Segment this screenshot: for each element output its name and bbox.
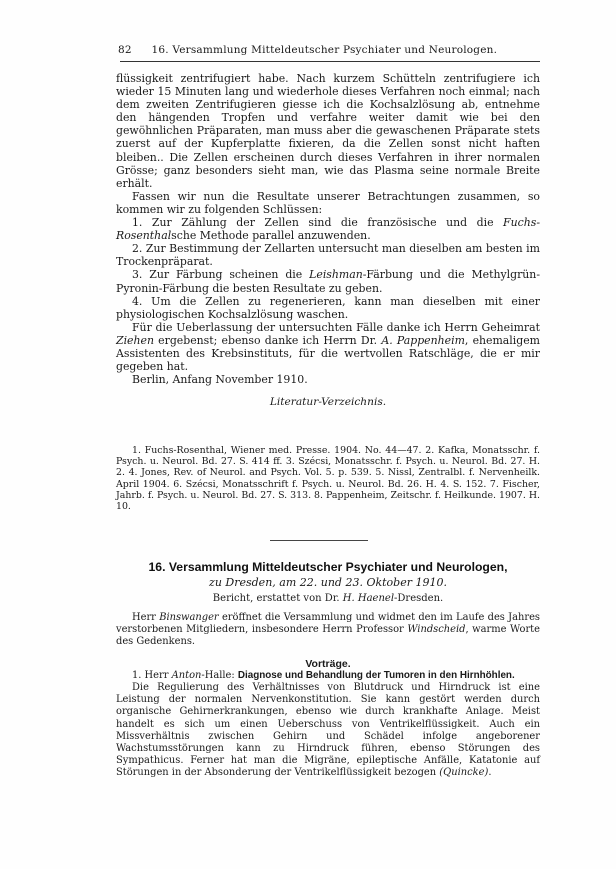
page-number: 82	[118, 44, 132, 56]
paragraph-summary: Fassen wir nun die Resultate unserer Betrachtungen zusammen, so kommen wir zu folgenden Schlüssen:	[116, 189, 540, 216]
header-divider	[120, 61, 540, 62]
running-title: 16. Versammlung Mitteldeutscher Psychiater und Neurologen.	[151, 44, 498, 56]
section-divider	[270, 540, 368, 541]
running-header	[118, 44, 538, 56]
talk-1-body: Die Regulierung des Verhältnisses von Blutdruck und Hirndruck ist eine Leistung der normalen Nervenkonstitution. Sie kann gestört werden durch organische Gehirnerkrankungen, ebenso wie durch krankhafte Anlage. Meist handelt es sich um einen Ueberschuss von Ventrikelflüssigkeit. Auch ein Missverhältnis zwischen Gehirn und Schädel infolge angeborener Wachstumsstörungen kann zu Hirndruck führen, ebenso Störungen des Sympathicus. Ferner hat man die Migräne, epileptische Anfälle, Katatonie auf Störungen in der Absonderung der Ventrikelflüssigkeit bezogen (Quincke).	[116, 682, 540, 779]
meeting-title: 16. Versammlung Mitteldeutscher Psychiater und Neurologen,	[148, 560, 508, 574]
conclusion-item-1: 1. Zur Zählung der Zellen sind die französische und die Fuchs-Rosenthalsche Methode parallel anzuwenden.	[116, 216, 540, 243]
opening-paragraph: Herr Binswanger eröffnet die Versammlung und widmet den im Laufe des Jahres verstorbenen Mitgliedern, insbesondere Herrn Professor Windscheid, warme Worte des Gedenkens.	[116, 612, 541, 648]
talks-heading: Vorträge.	[305, 657, 351, 670]
report-author: Bericht, erstattet von Dr. H. Haenel-Dresden.	[212, 593, 444, 604]
article-body	[116, 72, 540, 409]
literature-list	[116, 445, 540, 512]
place-date: Berlin, Anfang November 1910.	[132, 373, 308, 387]
meeting-subtitle: zu Dresden, am 22. und 23. Oktober 1910.	[209, 576, 447, 589]
literature-entries: 1. Fuchs-Rosenthal, Wiener med. Presse. 1904. No. 44—47. 2. Kafka, Monatsschr. f. Psych. u. Neurol. Bd. 27. S. 414 ff. 3. Szécsi, Monatsschr. f. Psych. u. Neurol. Bd. 27. H. 2. 4. Jones, Rev. of Neurol. and Psych. Vol. 5. p. 539. 5. Nissl, Zentralbl. f. Nervenheilk. April 1904. 6. Szécsi, Monatsschrift f. Psych. u. Neurol. Bd. 26. H. 4. S. 152. 7. Fischer, Jahrb. f. Psych. u. Neurol. Bd. 27. S. 313. 8. Pappenheim, Zeitschr. f. Heilkunde. 1907. H. 10.	[116, 445, 540, 513]
literature-title: Literatur-Verzeichnis.	[269, 396, 387, 409]
paragraph-method: flüssigkeit zentrifugiert habe. Nach kurzem Schütteln zentrifugiere ich wieder 15 Minuten lang und wiederhole dieses Verfahren noch einmal; nach dem zweiten Zentrifugieren giesse ich die Kochsalzlösung ab, entnehme den hängenden Tropfen und verfahre weiter damit wie bei den gewöhnlichen Präparaten, man muss aber die gewaschenen Präparate stets zuerst auf der Kupferplatte fixieren, da die Zellen sonst nicht haften bleiben.. Die Zellen erscheinen durch dieses Verfahren in ihrer normalen Grösse; ganz besonders sieht man, wie das Plasma seine normale Breite erhält.	[116, 72, 540, 190]
meeting-body	[116, 612, 540, 780]
conclusion-item-3: 3. Zur Färbung scheinen die Leishman-Färbung und die Methylgrün-Pyronin-Färbung die besten Resultate zu geben.	[116, 268, 540, 295]
conclusion-item-4: 4. Um die Zellen zu regenerieren, kann man dieselben mit einer physiologischen Kochsalzlösung waschen.	[116, 294, 540, 321]
talk-1-heading: 1. Herr Anton-Halle: Diagnose und Behandlung der Tumoren in den Hirnhöhlen.	[132, 669, 515, 681]
meeting-report	[116, 560, 540, 780]
conclusion-item-2: 2. Zur Bestimmung der Zellarten untersucht man dieselben am besten im Trockenpräparat.	[116, 242, 540, 269]
paragraph-thanks: Für die Ueberlassung der untersuchten Fälle danke ich Herrn Geheimrat Ziehen ergebenst; ebenso danke ich Herrn Dr. A. Pappenheim, ehemaligem Assistenten des Krebsinstituts, für die wertvollen Ratschläge, die er mir gegeben hat.	[116, 320, 541, 374]
